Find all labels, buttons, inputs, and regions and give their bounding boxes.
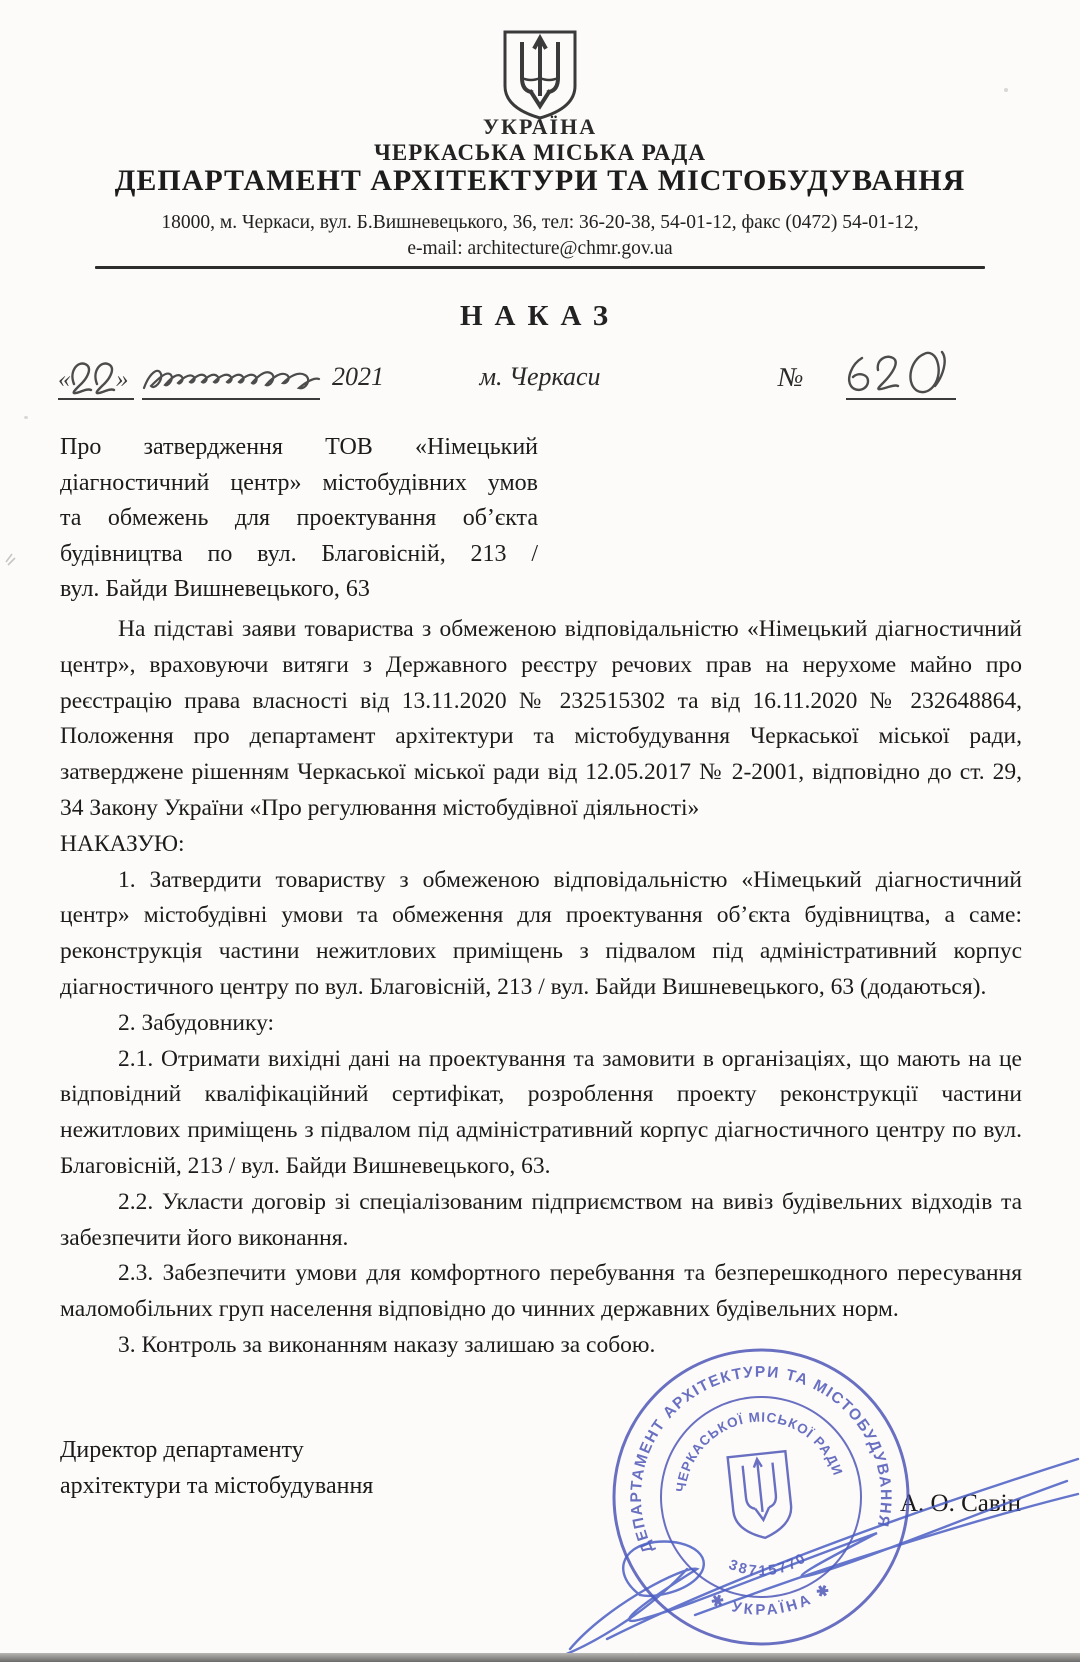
paragraph-item-3: 3. Контроль за виконанням наказу залишаю за собою. (118, 1331, 656, 1358)
header-divider-line (95, 266, 985, 269)
order-subject (60, 430, 538, 608)
header-address-line1: 18000, м. Черкаси, вул. Б.Вишневецького, 36, тел: 36-20-38, 54-01-12, факс (0472) 54-01-12, (161, 212, 919, 233)
stamp-code-text: 38715770 (726, 1549, 811, 1580)
signatory-position-line2: архітектури та містобудування (60, 1473, 374, 1499)
subject-line: вул. Байди Вишневецького, 63 (60, 576, 370, 602)
paragraph-item-2-1: 2.1. Отримати вихідні дані на проектування та замовити в організаціях, що мають на це відповідний кваліфікаційний сертифікат, розроблення проекту реконструкції частини нежитлових приміщень з підвалом під адміністративний корпус діагностичного центру по вул. Благовісній, 213 / вул. Байди Вишневецького, 63. (60, 1045, 1022, 1179)
pencil-mark (4, 552, 18, 573)
scan-speck (116, 842, 119, 845)
header-country: УКРАЇНА (482, 114, 598, 139)
number-underline (846, 398, 956, 400)
order-meta-row (0, 352, 1080, 412)
svg-text:ЧЕРКАСЬКОЇ МІСЬКОЇ РАДИ (666, 1401, 846, 1494)
header-city-council: ЧЕРКАСЬКА МІСЬКА РАДА (374, 140, 706, 165)
month-underline (142, 398, 320, 400)
signatory-position-line1: Директор департаменту (60, 1437, 304, 1463)
svg-text:ДЕПАРТАМЕНТ АРХІТЕКТУРИ ТА МІС (615, 1351, 898, 1557)
scan-speck (24, 416, 28, 419)
stamp-country-text: ✱ УКРАЇНА ✱ (708, 1579, 836, 1619)
scan-edge-shadow (0, 1653, 1080, 1662)
order-city: м. Черкаси (479, 362, 601, 391)
signatory-position (60, 1432, 373, 1504)
scan-speck (1004, 88, 1008, 92)
header-department-name: ДЕПАРТАМЕНТ АРХІТЕКТУРИ ТА МІСТОБУДУВАННЯ (114, 164, 966, 197)
day-underline (58, 398, 134, 400)
order-title: НАКАЗ (459, 300, 621, 332)
quote-close: » (116, 366, 129, 393)
paragraph-item-2-3: 2.3. Забезпечити умови для комфортного перебування та безперешкодного пересування маломобільних груп населення відповідно до чинних державних будівельних норм. (60, 1260, 1022, 1323)
paragraph-resolve: НАКАЗУЮ: (60, 830, 185, 857)
paragraph-item-2-2: 2.2. Укласти договір зі спеціалізованим підприємством на вивіз будівельних відходів та забезпечити його виконання. (60, 1188, 1022, 1251)
paragraph-item-1: 1. Затвердити товариству з обмеженою відповідальністю «Німецький діагностичний центр» містобудівні умови та обмеження для проектування об’єкта будівництва, а саме: реконструкція частини нежитлових приміщень з підвалом під адміністративний корпус діагностичного центру по вул. Благовісній, 213 / вул. Байди Вишневецького, 63 (додаються). (60, 866, 1022, 1000)
subject-line: діагностичний центр» містобудівних умов (60, 469, 538, 496)
subject-line: будівництва по вул. Благовісній, 213 / (60, 540, 538, 567)
order-body (60, 612, 1022, 1364)
ukraine-trident-emblem-icon (497, 28, 583, 127)
paragraph-item-2: 2. Забудовнику: (118, 1009, 275, 1036)
order-number-sign: № (778, 362, 804, 392)
order-year: 2021 (332, 362, 384, 391)
svg-text:38715770 (725, 1549, 812, 1584)
quote-open: « (58, 366, 71, 393)
header-address-line2: e-mail: architecture@chmr.gov.ua (407, 238, 673, 259)
stamp-outer-text: ДЕПАРТАМЕНТ АРХІТЕКТУРИ ТА МІСТОБУДУВАННЯ (627, 1363, 895, 1556)
official-round-stamp (606, 1342, 916, 1657)
stamp-inner-text: ЧЕРКАСЬКОЇ МІСЬКОЇ РАДИ (673, 1409, 846, 1493)
paragraph-intro: На підставі заяви товариства з обмеженою відповідальністю «Німецький діагностичний центр», враховуючи витяги з Державного реєстру речових прав на нерухоме майно про реєстрацію права власності від 13.11.2020 № 232515302 та від 16.11.2020 № 232648864, Положення про департамент архітектури та містобудування Черкаської міської ради, затверджене рішенням Черкаської міської ради від 12.05.2017 № 2-2001, відповідно до ст. 29, 34 Закону України «Про регулювання містобудівної діяльності» (60, 616, 1022, 821)
svg-text:✱ УКРАЇНА ✱ (707, 1579, 838, 1625)
stamp-trident-icon (728, 1451, 794, 1541)
signatory-name: А. О. Савін (900, 1490, 1022, 1517)
subject-line: Про затвердження ТОВ «Німецький (60, 434, 538, 460)
subject-line: та обмежень для проектування об’єкта (60, 505, 538, 531)
